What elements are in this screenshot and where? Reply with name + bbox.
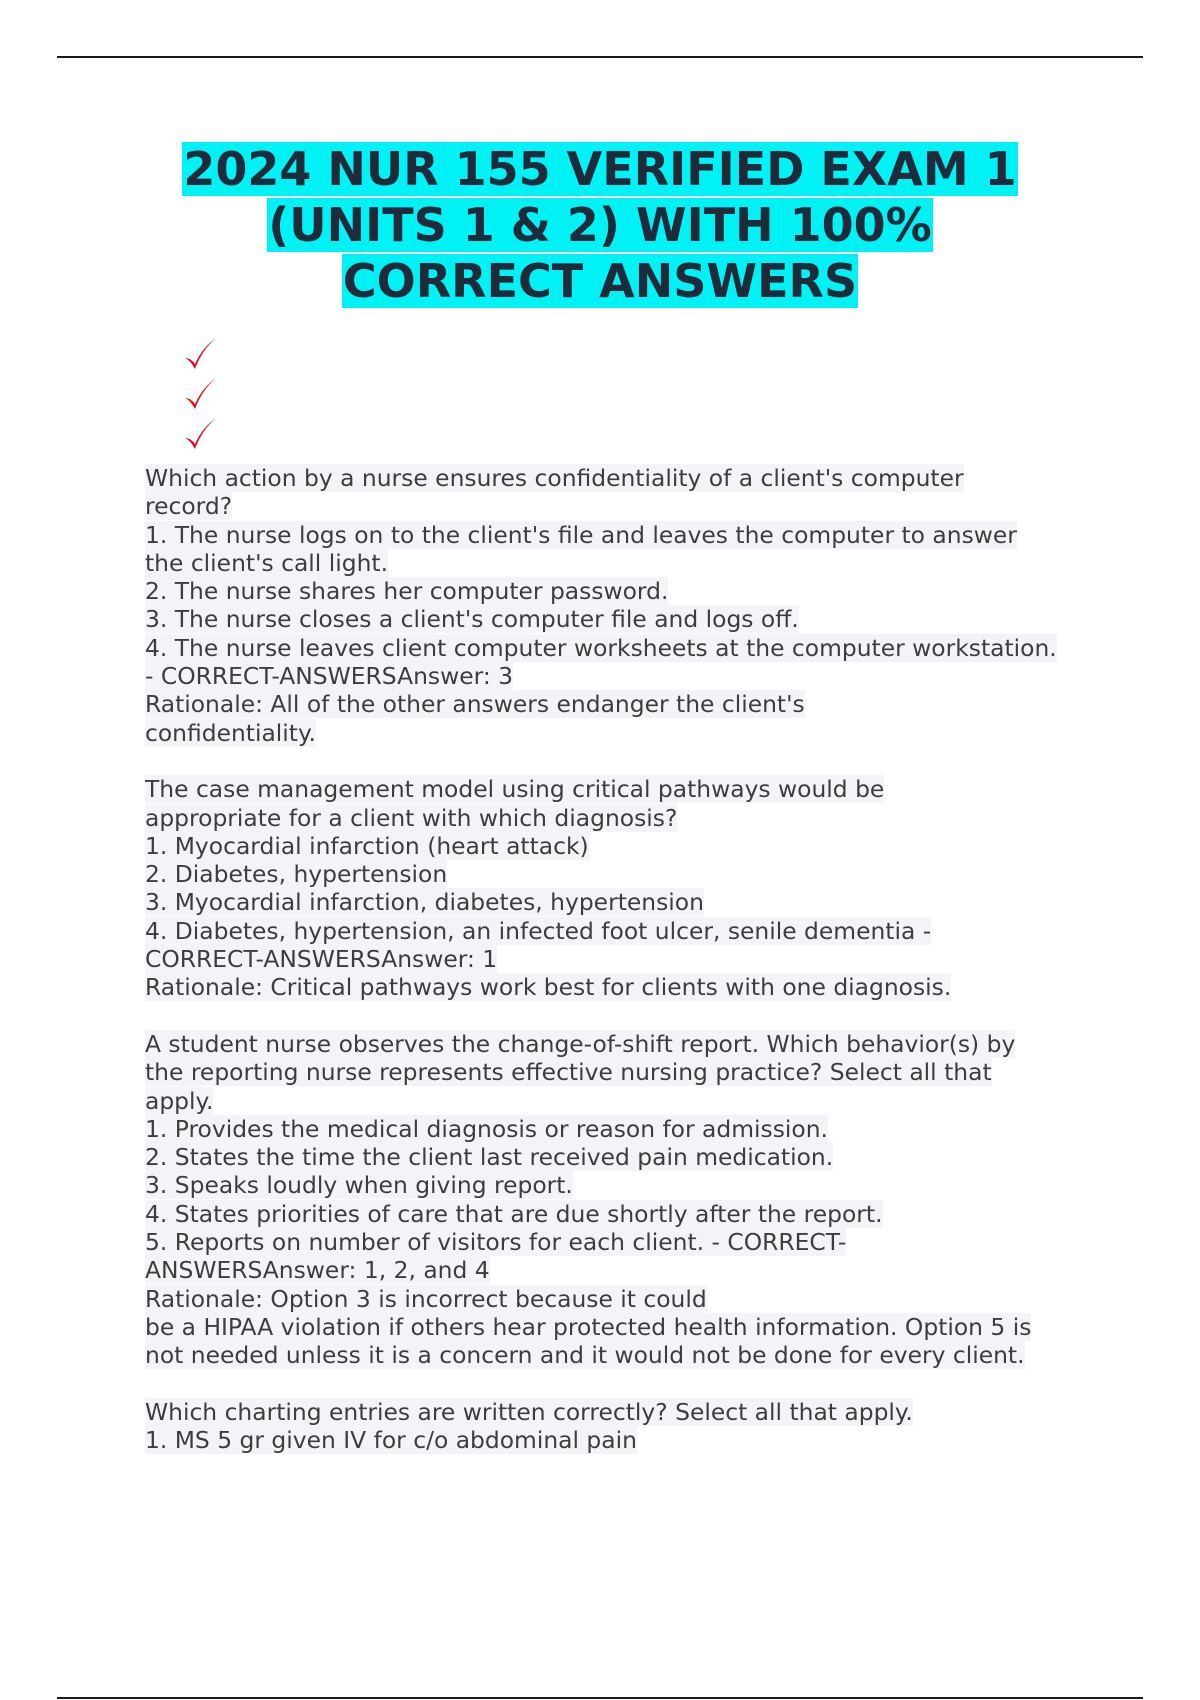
- text-line: 3. Speaks loudly when giving report.: [145, 1171, 573, 1200]
- text-line: 1. Provides the medical diagnosis or reason for admission.: [145, 1114, 828, 1143]
- text-line: 2. States the time the client last received pain medication.: [145, 1143, 834, 1172]
- answer-line: ANSWERSAnswer: 1, 2, and 4: [145, 1256, 490, 1285]
- text-line: 1. MS 5 gr given IV for c/o abdominal pain: [145, 1426, 637, 1455]
- text-line: 4. Diabetes, hypertension, an infected foot ulcer, senile dementia -: [145, 916, 932, 945]
- text-line: 2. The nurse shares her computer password.: [145, 577, 669, 606]
- text-line: 2. Diabetes, hypertension: [145, 860, 448, 889]
- rationale-line: be a HIPAA violation if others hear protected health information. Option 5 is: [145, 1312, 1032, 1341]
- rationale-line: not needed unless it is a concern and it would not be done for every client.: [145, 1341, 1025, 1370]
- question-block: [145, 464, 1105, 747]
- rationale-line: Rationale: All of the other answers endanger the client's: [145, 690, 805, 719]
- text-line: apply.: [145, 1086, 214, 1115]
- top-rule: [57, 56, 1143, 58]
- question-block: [145, 1030, 1105, 1370]
- text-line: The case management model using critical pathways would be: [145, 775, 885, 804]
- text-line: record?: [145, 492, 233, 521]
- text-line: A student nurse observes the change-of-shift report. Which behavior(s) by: [145, 1029, 1016, 1058]
- text-line: 4. States priorities of care that are due shortly after the report.: [145, 1199, 883, 1228]
- text-line: 3. Myocardial infarction, diabetes, hypertension: [145, 888, 704, 917]
- check-mark-icon: [182, 374, 218, 414]
- text-line: Which charting entries are written correctly? Select all that apply.: [145, 1397, 913, 1426]
- document-title: [100, 141, 1100, 309]
- rationale-line: confidentiality.: [145, 718, 316, 747]
- answer-line: CORRECT-ANSWERSAnswer: 1: [145, 945, 498, 974]
- text-line: 5. Reports on number of visitors for each client. - CORRECT-: [145, 1228, 847, 1257]
- check-mark-icon: [182, 334, 218, 374]
- text-line: appropriate for a client with which diagnosis?: [145, 803, 678, 832]
- answer-line: - CORRECT-ANSWERSAnswer: 3: [145, 662, 514, 691]
- check-mark-icon: [182, 414, 218, 454]
- text-line: Which action by a nurse ensures confidentiality of a client's computer: [145, 464, 964, 492]
- title-line: 2024 NUR 155 VERIFIED EXAM 1: [183, 142, 1017, 196]
- text-line: 1. Myocardial infarction (heart attack): [145, 831, 589, 860]
- text-line: 1. The nurse logs on to the client's file and leaves the computer to answer: [145, 520, 1017, 549]
- question-block: [145, 1398, 1105, 1455]
- title-line: CORRECT ANSWERS: [342, 254, 858, 308]
- rationale-line: Rationale: Option 3 is incorrect because it could: [145, 1284, 707, 1313]
- rationale-line: Rationale: Critical pathways work best for clients with one diagnosis.: [145, 973, 952, 1002]
- question-block: [145, 775, 1105, 1001]
- text-line: the client's call light.: [145, 548, 389, 577]
- text-line: the reporting nurse represents effective nursing practice? Select all that: [145, 1058, 992, 1087]
- title-line: (UNITS 1 & 2) WITH 100%: [268, 198, 932, 252]
- bottom-rule: [57, 1697, 1143, 1699]
- text-line: 4. The nurse leaves client computer worksheets at the computer workstation.: [145, 633, 1057, 662]
- check-mark-list: [182, 334, 222, 454]
- document-body: [145, 464, 1105, 1483]
- text-line: 3. The nurse closes a client's computer file and logs off.: [145, 605, 799, 634]
